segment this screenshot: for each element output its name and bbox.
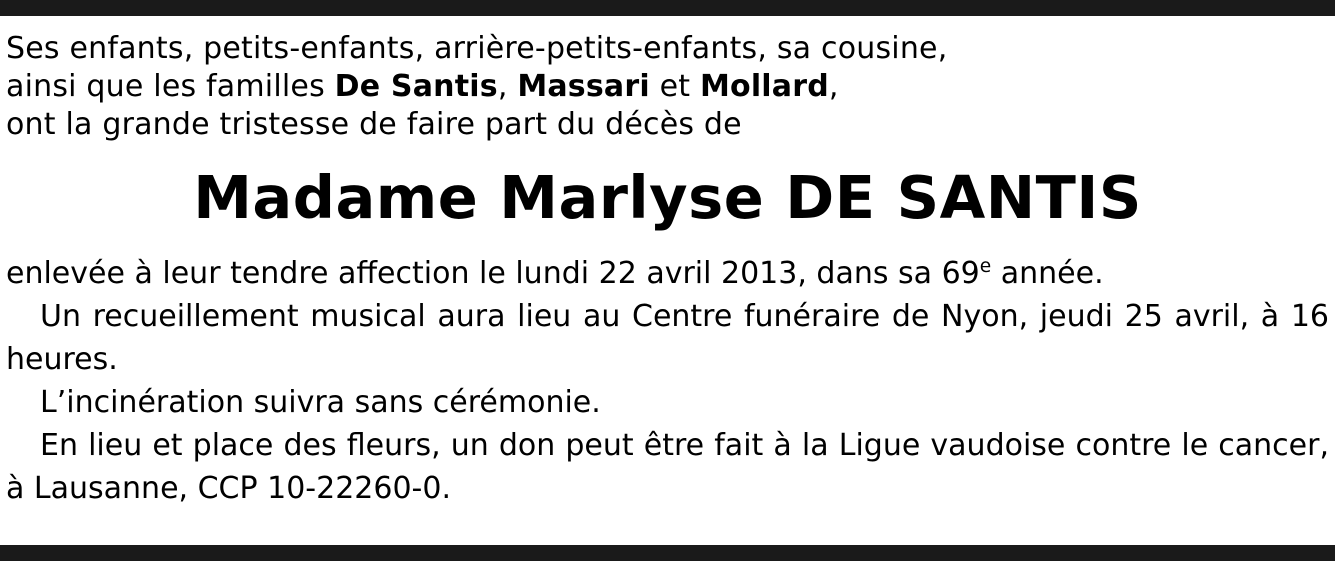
top-rule xyxy=(0,0,1335,16)
deceased-name: Madame Marlyse DE SANTIS xyxy=(193,163,1142,232)
intro-line-2 xyxy=(6,68,1329,106)
intro-line-2-text-a: ainsi que les familles xyxy=(6,69,335,104)
death-date-before: enlevée à leur tendre affection le lundi 22 avril 2013, dans sa 69 xyxy=(6,256,980,291)
bottom-rule xyxy=(0,545,1335,561)
death-date-line xyxy=(6,252,1329,295)
intro-line-3 xyxy=(6,106,1329,144)
notice-body xyxy=(0,16,1335,510)
family-name-massari: Massari xyxy=(517,69,650,104)
intro-line-3-text: ont la grande tristesse de faire part du décès de xyxy=(6,107,742,142)
intro-line-2-sep-3: , xyxy=(828,69,839,104)
family-name-de-santis: De Santis xyxy=(334,69,498,104)
intro-line-2-sep-2: et xyxy=(649,69,700,104)
intro-line-2-sep-1: , xyxy=(497,69,518,104)
family-name-mollard: Mollard xyxy=(699,69,829,104)
age-ordinal-suffix: e xyxy=(979,256,992,277)
ceremony-paragraph: Un recueillement musical aura lieu au Centre funéraire de Nyon, jeudi 25 avril, à 16 heures. xyxy=(6,299,1329,377)
intro-line-1-text: Ses enfants, petits-enfants, arrière-petits-enfants, sa cousine, xyxy=(6,31,948,66)
donation-paragraph: En lieu et place des fleurs, un don peut être fait à la Ligue vaudoise contre le cancer, à Lausanne, CCP 10-22260-0. xyxy=(6,428,1329,506)
cremation-paragraph: L’incinération suivra sans cérémonie. xyxy=(40,385,601,420)
intro-line-1 xyxy=(6,30,1329,68)
intro-block xyxy=(6,30,1329,144)
death-date-after: année. xyxy=(991,256,1104,291)
